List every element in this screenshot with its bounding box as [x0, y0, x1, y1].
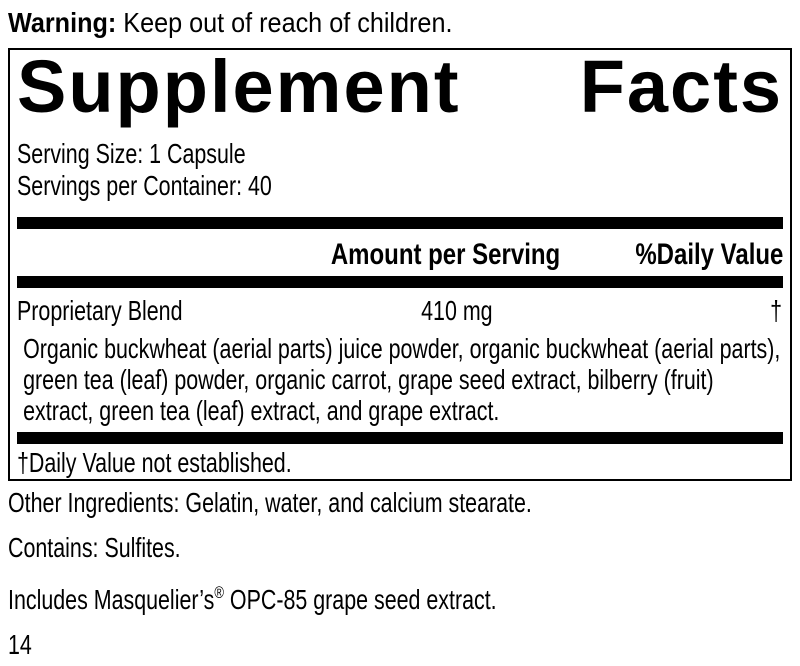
includes-text-post: OPC-85 grape seed extract. [223, 584, 497, 615]
blend-name: Proprietary Blend [17, 295, 183, 326]
servings-per-container: Servings per Container: 40 [17, 170, 272, 201]
warning-text: Keep out of reach of children. [116, 7, 453, 38]
panel-title-word-facts: Facts [579, 45, 783, 128]
other-ingredients-line: Other Ingredients: Gelatin, water, and calcium stearate. [8, 487, 532, 518]
contains-line: Contains: Sulfites. [8, 532, 181, 563]
supplement-facts-panel [8, 45, 792, 481]
warning-label: Warning: [8, 7, 117, 38]
includes-text-pre: Includes Masquelier’s [8, 584, 215, 615]
registered-trademark-symbol: ® [214, 583, 224, 602]
warning-line [8, 8, 800, 38]
serving-info [17, 138, 782, 202]
page-number: 14 [8, 629, 32, 660]
thick-rule-top [17, 217, 783, 229]
column-header-row [17, 239, 783, 271]
proprietary-blend-row [17, 295, 782, 327]
blend-description: Organic buckwheat (aerial parts) juice powder, organic buckwheat (aerial parts), green tea (leaf) powder, organic carrot, grape seed extract, bilberry (fruit) extract, green tea (leaf) extract, and grape extract. [23, 333, 781, 426]
thick-rule-header [17, 276, 783, 288]
blend-daily-value-dagger: † [770, 295, 782, 326]
includes-line [8, 577, 773, 616]
daily-value-footnote: †Daily Value not established. [17, 447, 292, 478]
panel-title-word-supplement: Supplement [17, 45, 461, 128]
amount-per-serving-header: Amount per Serving [330, 238, 561, 271]
serving-size: Serving Size: 1 Capsule [17, 138, 246, 169]
daily-value-header: %Daily Value [635, 238, 784, 271]
panel-title [17, 45, 783, 128]
thick-rule-bottom [17, 432, 783, 444]
blend-amount: 410 mg [421, 295, 493, 326]
